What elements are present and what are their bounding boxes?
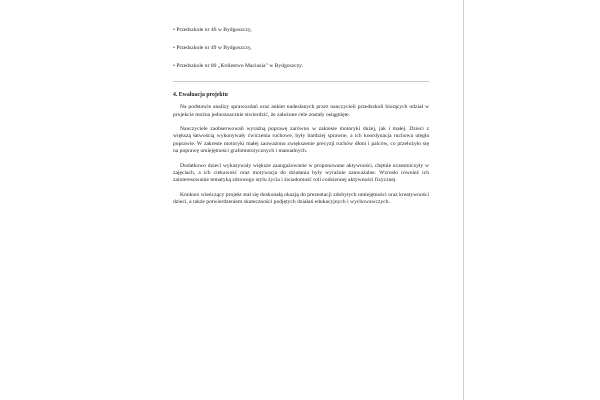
page-content — [173, 27, 429, 214]
paragraph: Na podstawie analizy sprawozdań oraz ankiet nadesłanych przez nauczycieli przedszkoli biorących udział w projekcie można jednoznacznie stwierdzić, że założone cele zostały osiągnięte. — [173, 104, 429, 118]
paragraph: Dodatkowo dzieci wykazywały większe zaangażowanie w proponowane aktywności, chętnie uczestniczyły w zajęciach, a ich ciekawość oraz motywacja do działania były wyraźnie zauważalne. Wzrosło również ich zainteresowanie tematyką zdrowego stylu życia i świadomość roli codziennej aktywności fizycznej. — [173, 162, 429, 184]
section-divider — [173, 81, 429, 82]
page-edge-line — [463, 0, 464, 400]
section-heading: 4. Ewaluacja projektu — [173, 91, 228, 98]
paragraph: Konkurs wieńczący projekt stał się doskonałą okazją do prezentacji zdobytych umiejętności oraz kreatywności dzieci, a także potwierdzeniem skuteczności podjętych działań edukacyjnych i wychowawczych. — [173, 191, 429, 206]
list-item: • Przedszkole nr 80 „Królestwo Maciusia" w Bydgoszczy. — [173, 62, 304, 69]
list-item: • Przedszkole nr 46 w Bydgoszczy, — [173, 27, 252, 33]
paragraph: Nauczyciele zaobserwowali wyraźną poprawę zarówno w zakresie motoryki dużej, jak i małej. Dzieci z większą łatwością wykonywały ćwiczenia ruchowe, były bardziej sprawne, a ich koordynacja ruchowa uległa poprawie. W zakresie motoryki małej zauważono zwiększenie precyzji ruchów dłoni i palców, co przełożyło się na poprawę umiejętności grafomotorycznych i manualnych. — [173, 125, 429, 155]
list-item: • Przedszkole nr 49 w Bydgoszczy, — [173, 44, 252, 51]
